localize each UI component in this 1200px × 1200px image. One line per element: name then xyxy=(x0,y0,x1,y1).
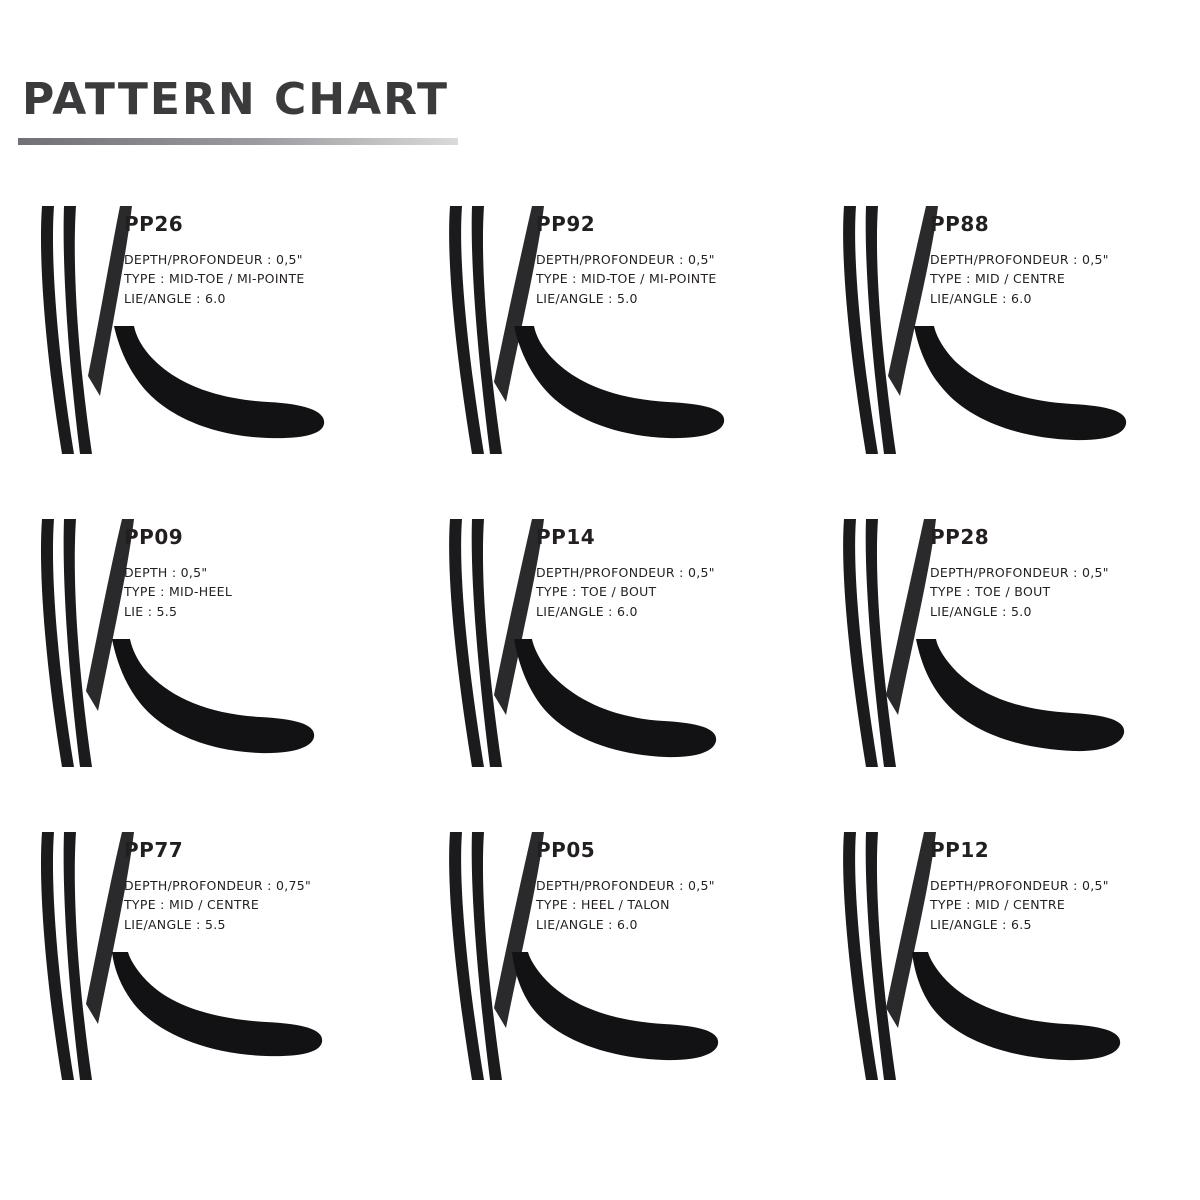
spec-lie: LIE/ANGLE : 6.0 xyxy=(124,290,226,306)
spec-depth: DEPTH/PROFONDEUR : 0,5" xyxy=(930,252,1109,267)
spec-type: TYPE : MID / CENTRE xyxy=(124,897,260,913)
spec-type: TYPE : MID-TOE / MI-POINTE xyxy=(124,271,305,287)
pattern-card-pp88 xyxy=(800,196,1200,509)
pattern-card-pp77 xyxy=(0,822,400,1135)
pattern-info xyxy=(124,212,374,308)
blade-profile-icon xyxy=(908,326,1178,466)
spec-lie: LIE/ANGLE : 5.0 xyxy=(930,603,1032,619)
spec-depth: DEPTH/PROFONDEUR : 0,5" xyxy=(536,878,715,893)
spec-type: TYPE : MID / CENTRE xyxy=(930,271,1066,287)
pattern-card-pp12 xyxy=(800,822,1200,1135)
page-title: PATTERN CHART xyxy=(22,74,450,125)
blade-profile-icon xyxy=(508,326,778,466)
pattern-info xyxy=(124,838,374,934)
pattern-info xyxy=(930,838,1180,934)
spec-depth: DEPTH/PROFONDEUR : 0,5" xyxy=(536,252,715,267)
pattern-card-pp09 xyxy=(0,509,400,822)
pattern-info xyxy=(536,212,786,308)
pattern-info xyxy=(536,838,786,934)
spec-type: TYPE : HEEL / TALON xyxy=(536,897,670,913)
blade-profile-icon xyxy=(508,639,778,779)
spec-depth: DEPTH/PROFONDEUR : 0,5" xyxy=(930,878,1109,893)
pattern-card-pp28 xyxy=(800,509,1200,822)
pattern-name: PP88 xyxy=(930,212,990,236)
spec-depth: DEPTH/PROFONDEUR : 0,75" xyxy=(124,878,312,893)
spec-depth: DEPTH : 0,5" xyxy=(124,565,208,580)
pattern-name: PP14 xyxy=(536,525,596,549)
spec-lie: LIE/ANGLE : 5.5 xyxy=(124,916,226,932)
pattern-card-pp26 xyxy=(0,196,400,509)
spec-lie: LIE : 5.5 xyxy=(124,603,178,619)
pattern-card-pp92 xyxy=(400,196,800,509)
spec-depth: DEPTH/PROFONDEUR : 0,5" xyxy=(124,252,303,267)
pattern-info xyxy=(124,525,374,621)
header xyxy=(18,74,488,145)
spec-lie: LIE/ANGLE : 6.0 xyxy=(536,603,638,619)
pattern-name: PP09 xyxy=(124,525,184,549)
pattern-name: PP26 xyxy=(124,212,184,236)
spec-type: TYPE : MID-HEEL xyxy=(124,584,233,600)
blade-profile-icon xyxy=(108,952,378,1092)
blade-profile-icon xyxy=(508,952,778,1092)
spec-depth: DEPTH/PROFONDEUR : 0,5" xyxy=(930,565,1109,580)
spec-type: TYPE : MID-TOE / MI-POINTE xyxy=(536,271,717,287)
blade-profile-icon xyxy=(908,952,1178,1092)
pattern-info xyxy=(930,525,1180,621)
pattern-name: PP12 xyxy=(930,838,990,862)
blade-profile-icon xyxy=(108,326,378,466)
pattern-name: PP77 xyxy=(124,838,184,862)
spec-lie: LIE/ANGLE : 6.5 xyxy=(930,916,1032,932)
spec-lie: LIE/ANGLE : 6.0 xyxy=(930,290,1032,306)
blade-profile-icon xyxy=(108,639,378,779)
spec-type: TYPE : TOE / BOUT xyxy=(536,584,657,600)
spec-lie: LIE/ANGLE : 6.0 xyxy=(536,916,638,932)
pattern-name: PP05 xyxy=(536,838,596,862)
pattern-grid xyxy=(0,196,1200,1135)
spec-type: TYPE : TOE / BOUT xyxy=(930,584,1051,600)
pattern-name: PP92 xyxy=(536,212,596,236)
pattern-card-pp14 xyxy=(400,509,800,822)
spec-type: TYPE : MID / CENTRE xyxy=(930,897,1066,913)
pattern-info xyxy=(536,525,786,621)
title-divider xyxy=(18,138,458,145)
blade-profile-icon xyxy=(908,639,1178,779)
pattern-info xyxy=(930,212,1180,308)
pattern-name: PP28 xyxy=(930,525,990,549)
spec-depth: DEPTH/PROFONDEUR : 0,5" xyxy=(536,565,715,580)
spec-lie: LIE/ANGLE : 5.0 xyxy=(536,290,638,306)
pattern-card-pp05 xyxy=(400,822,800,1135)
